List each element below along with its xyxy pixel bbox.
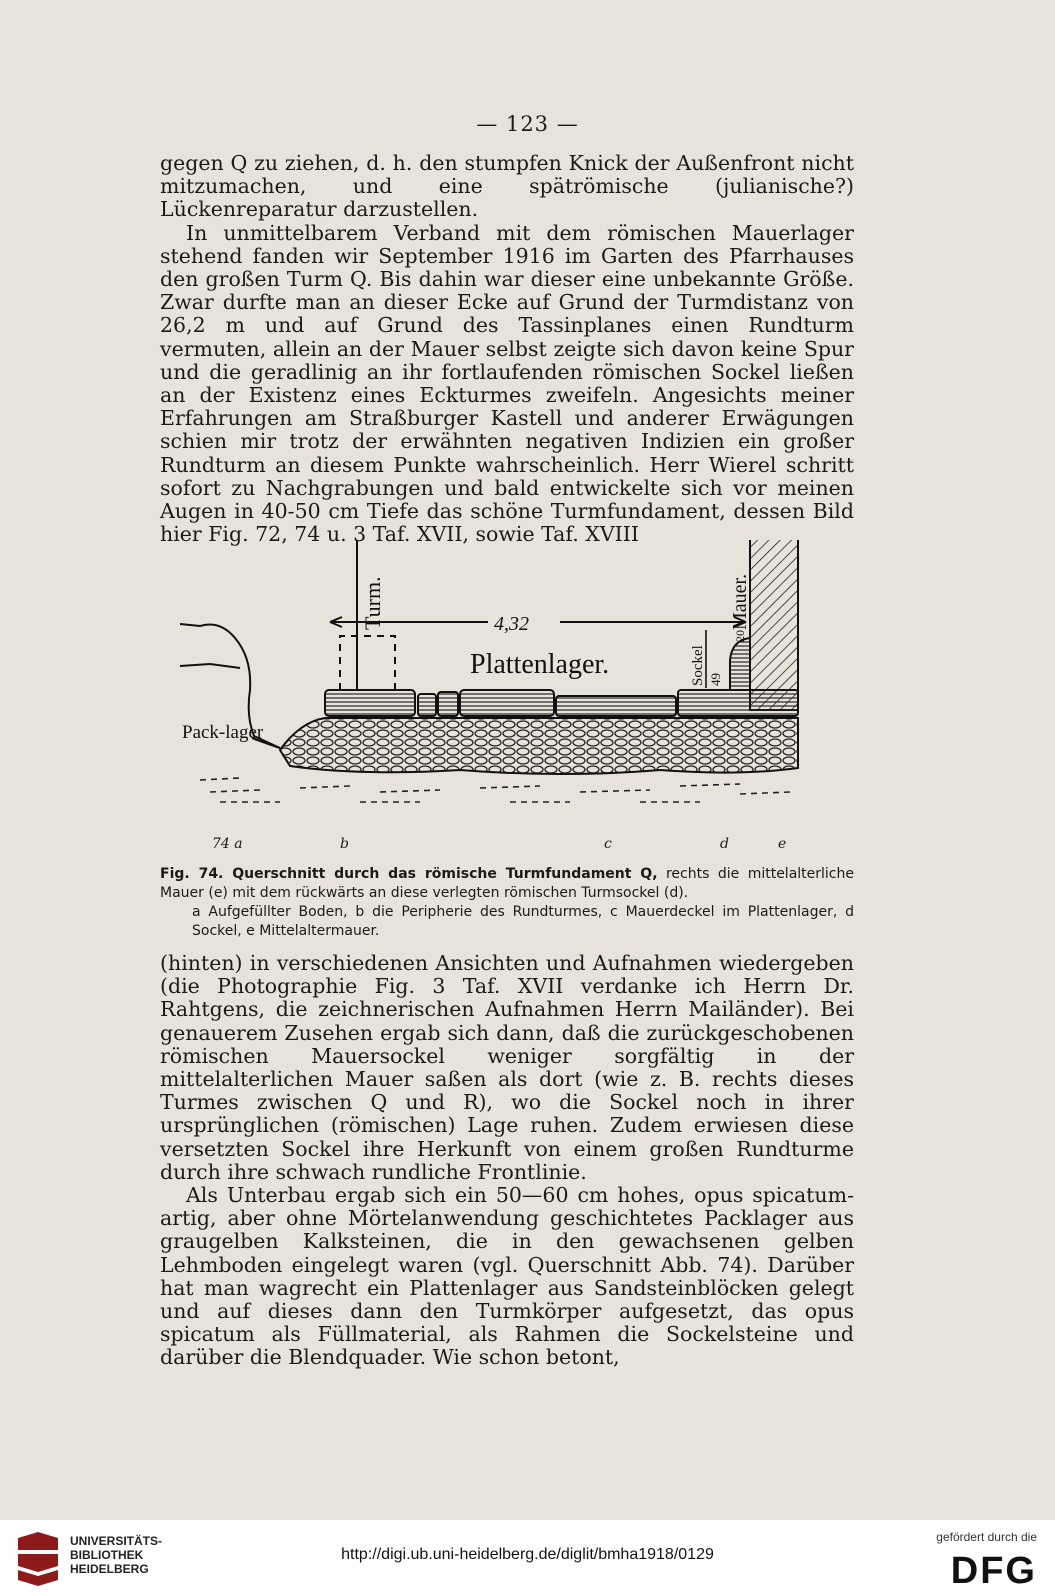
label-distance: 4,32: [494, 613, 529, 635]
packlager: [280, 718, 798, 774]
ground-line: [180, 664, 240, 668]
figure-caption: [160, 865, 854, 941]
label-mauer: Mauer.: [729, 573, 751, 630]
label-cover-height: 20: [733, 630, 747, 642]
caption-text: rechts die mittelalterliche Mauer (e) mit dem rückwärts an diese verlegten römischen Turmsockel (d).: [160, 866, 854, 901]
sockel-d: [730, 638, 750, 690]
text-block-bottom: [160, 952, 854, 1370]
footer-bar: [0, 1520, 1055, 1596]
paragraph: Als Unterbau ergab sich ein 50—60 cm hohes, opus spicatum-artig, aber ohne Mörtelanwendung geschichtetes Packlager aus graugelben Kalksteinen, die in den gewachsenen gelben Lehmboden eingelegt waren (vgl. Querschnitt Abb. 74). Darüber hat man wagrecht ein Plattenlager aus Sandsteinblöcken gelegt und auf dieses dann den Turmkörper aufgesetzt, das opus spicatum als Füllmaterial, als Rahmen die Sockelsteine und darüber die Blendquader. Wie schon betont,: [160, 1183, 854, 1370]
plate-slab: [418, 694, 436, 716]
letter-d: d: [720, 836, 729, 852]
plate-slab: [556, 696, 676, 716]
dfg-logo: DFG: [950, 1550, 1037, 1592]
letter-e: e: [778, 836, 787, 852]
library-name: UNIVERSITÄTS- BIBLIOTHEK HEIDELBERG: [70, 1534, 163, 1576]
paragraph: (hinten) in verschiedenen Ansichten und Aufnahmen wiedergeben (die Photographie Fig. 3 Taf. XVII verdanke ich Herrn Dr. Rahtgens, die zeichnerischen Aufnahmen Herrn Mailänder). Bei genauerem Zusehen ergab sich dann, daß die zurückgeschobenen römischen Mauersockel weniger sorgfältig in der mittelalterlichen Mauer saßen als dort (wie z. B. rechts dieses Turmes zwischen Q und R), wo die Sockel noch in ihrer ursprünglichen (römischen) Lage ruhen. Zudem erwiesen diese versetzten Sockel ihre Herkunft von einem großen Rundturme durch ihre schwach rundliche Frontlinie.: [160, 951, 854, 1184]
letter-c: c: [604, 836, 612, 852]
paragraph: gegen Q zu ziehen, d. h. den stumpfen Knick der Außenfront nicht mitzumachen, und eine spätrömische (julianische?) Lückenreparatur darzustellen.: [160, 151, 854, 222]
funding-note: gefördert durch die: [936, 1530, 1037, 1544]
plate-slab: [438, 692, 458, 716]
page-number: — 123 —: [476, 112, 579, 136]
paragraph: In unmittelbarem Verband mit dem römischen Mauerlager stehend fanden wir September 1916 im Garten des Pfarrhauses den großen Turm Q. Bis dahin war dieser eine unbekannte Größe. Zwar durfte man an dieser Ecke auf Grund der Turmdistanz von 26,2 m und auf Grund des Tassinplanes einen Rundturm vermuten, allein an der Mauer selbst zeigte sich davon keine Spur und die geradlinig an ihr fortlaufenden römischen Sockel ließen an der Existenz eines Eckturmes zweifeln. Angesichts meiner Erfahrungen am Straßburger Kastell und anderer Erwägungen schien mir trotz der erwähnten negativen Indizien ein großer Rundturm an diesem Punkte wahrscheinlich. Herr Wierel schritt sofort zu Nachgrabungen und bald entwickelte sich vor meinen Augen in 40-50 cm Tiefe das schöne Turmfundament, dessen Bild hier Fig. 72, 74 u. 3 Taf. XVII, sowie Taf. XVIII: [160, 220, 854, 547]
label-sockel-height: 49: [708, 673, 723, 686]
label-packlager: Pack-lager: [182, 722, 264, 743]
letter-a: 74 a: [212, 836, 243, 852]
caption-line: [160, 865, 854, 903]
text-block-top: [160, 152, 854, 546]
wall-e: [750, 540, 798, 710]
caption-title: Fig. 74. Querschnitt durch das römische Turmfundament Q,: [160, 866, 658, 882]
fill-marks: [200, 778, 790, 802]
cross-section-figure: [180, 540, 820, 860]
caption-legend: a Aufgefüllter Boden, b die Peripherie des Rundturmes, c Mauerdeckel im Plattenlager, d Sockel, e Mittelaltermauer.: [192, 904, 854, 939]
label-sockel: Sockel: [690, 645, 706, 686]
plate-slab: [678, 690, 798, 716]
letter-b: b: [340, 836, 349, 852]
plate-slab: [325, 690, 415, 716]
label-turm: Turm.: [360, 576, 385, 630]
label-plattenlager: Plattenlager.: [470, 649, 610, 680]
source-url-link[interactable]: http://digi.ub.uni-heidelberg.de/diglit/bmha1918/0129: [341, 1546, 714, 1563]
plate-slab: [460, 690, 554, 716]
tower-outline: [340, 636, 395, 690]
figure-letter-row: [212, 836, 812, 856]
